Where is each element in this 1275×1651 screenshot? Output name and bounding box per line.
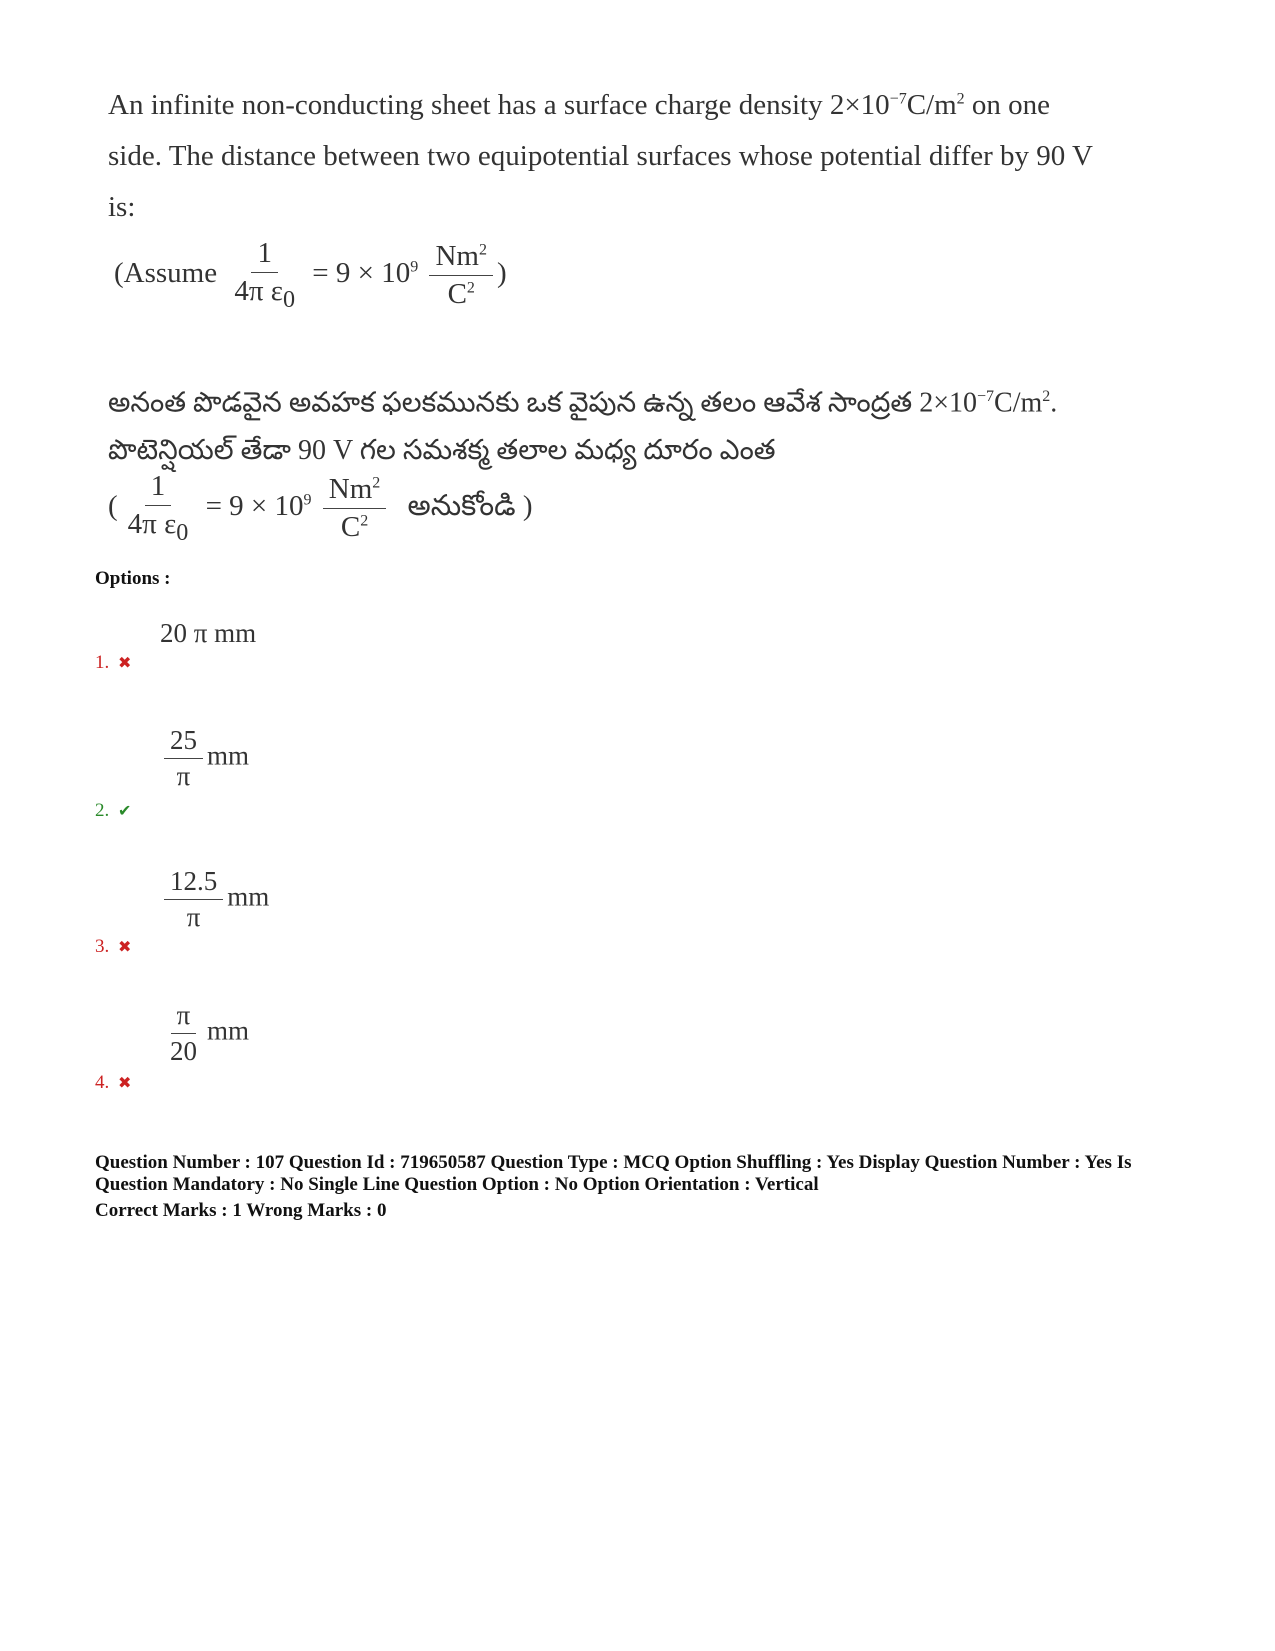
option-3[interactable] (95, 936, 131, 958)
option-2[interactable] (95, 800, 131, 822)
option-4-numerator: π (171, 1000, 197, 1034)
te-unit-fraction (323, 473, 387, 544)
den-sub: 0 (282, 285, 296, 313)
te-unit-num-text: Nm (328, 472, 373, 505)
question-line-1-text: An infinite non-conducting sheet has a surface charge density 2×10 (108, 89, 890, 121)
option-4-denominator: 20 (170, 1036, 197, 1066)
option-3-content (160, 866, 269, 933)
unit-den-sup: 2 (466, 279, 475, 297)
te-power-nine: 9 (303, 491, 312, 509)
exponent: −7 (889, 90, 907, 108)
option-2-numerator: 25 (164, 725, 203, 759)
constant-fraction (228, 237, 301, 314)
te-unit-denominator (335, 509, 374, 544)
den-text: 4π ε (234, 275, 283, 307)
unit-numerator (429, 240, 493, 276)
unit-denominator (442, 276, 481, 311)
te-den-text: 4π ε (127, 508, 177, 540)
fraction-denominator (228, 273, 301, 314)
power-nine: 9 (410, 258, 419, 276)
options-label: Options : (95, 568, 171, 589)
cross-icon: ✖ (118, 939, 132, 956)
option-3-numerator: 12.5 (164, 866, 223, 900)
telugu-line-1 (108, 372, 1128, 428)
option-4-content (160, 1000, 249, 1067)
metadata-line-1: Question Number : 107 Question Id : 719650587 Question Type : MCQ Option Shuffling : Yes Display Question Number : Yes Is (95, 1152, 1132, 1173)
question-line-1 (108, 80, 1128, 131)
telugu-line-2: పొటెన్షియల్ తేడా 90 V గల సమశక్మ తలాల మధ్య దూరం ఎంత (108, 435, 776, 467)
question-metadata (95, 1152, 1175, 1222)
te-fraction-denominator (122, 506, 195, 547)
close-paren: ) (496, 257, 507, 290)
unit-num-text: Nm (435, 239, 479, 272)
open-paren: ( (108, 490, 118, 523)
unit-num-sup: 2 (478, 241, 487, 259)
metadata-line-2: Question Mandatory : No Single Line Question Option : No Option Orientation : Vertical (95, 1174, 819, 1195)
unit-exponent: 2 (956, 90, 965, 108)
unit-fraction (429, 240, 493, 311)
unit-text: C/m (906, 89, 957, 121)
te-unit-den-text: C (340, 510, 361, 543)
telugu-dot: . (1050, 387, 1058, 419)
option-2-denominator: π (176, 761, 191, 791)
option-3-fraction (164, 866, 223, 933)
option-2-content (160, 725, 249, 792)
check-icon: ✔ (118, 803, 132, 820)
telugu-assumption-formula (108, 470, 532, 547)
option-number: 3. (95, 936, 110, 957)
te-equals-value: = 9 × 10 (205, 490, 304, 523)
option-2-unit: mm (207, 740, 250, 771)
te-unit-numerator (323, 473, 387, 509)
option-3-denominator: π (186, 902, 201, 932)
fraction-numerator: 1 (251, 237, 278, 273)
question-text-telugu (108, 372, 1128, 474)
option-number: 4. (95, 1072, 110, 1093)
question-text-english (108, 80, 1128, 233)
te-unit-num-sup: 2 (372, 474, 381, 492)
assumption-formula (114, 237, 507, 327)
equals-value: = 9 × 10 (312, 257, 411, 290)
te-constant-fraction (122, 470, 195, 547)
option-2-fraction (164, 725, 203, 792)
telugu-unit: C/m (994, 387, 1043, 419)
cross-icon: ✖ (118, 1075, 132, 1092)
telugu-unit-exp: 2 (1042, 388, 1051, 405)
option-4-fraction (164, 1000, 203, 1067)
option-3-unit: mm (227, 881, 270, 912)
question-line-1-tail: on one (964, 89, 1051, 121)
telugu-exponent: −7 (977, 388, 995, 405)
te-fraction-numerator: 1 (145, 470, 172, 506)
option-number: 1. (95, 652, 110, 673)
telugu-line-1-text: అనంత పొడవైన అవహక ఫలకమునకు ఒక వైపున ఉన్న తలం ఆవేశ సాంద్రత 2×10 (108, 387, 978, 419)
question-line-2: side. The distance between two equipotential surfaces whose potential differ by 90 V (108, 140, 1093, 172)
option-1[interactable] (95, 652, 131, 674)
option-4[interactable] (95, 1072, 131, 1094)
assume-label: (Assume (114, 257, 218, 290)
telugu-suffix: అనుకోండి ) (407, 490, 533, 523)
question-line-3: is: (108, 191, 136, 223)
unit-den-text: C (447, 277, 467, 310)
option-4-unit: mm (207, 1015, 250, 1046)
te-den-sub: 0 (176, 518, 189, 546)
te-unit-den-sup: 2 (360, 512, 369, 530)
cross-icon: ✖ (118, 655, 132, 672)
marks-line: Correct Marks : 1 Wrong Marks : 0 (95, 1200, 387, 1221)
option-1-content: 20 π mm (160, 618, 257, 648)
option-number: 2. (95, 800, 110, 821)
